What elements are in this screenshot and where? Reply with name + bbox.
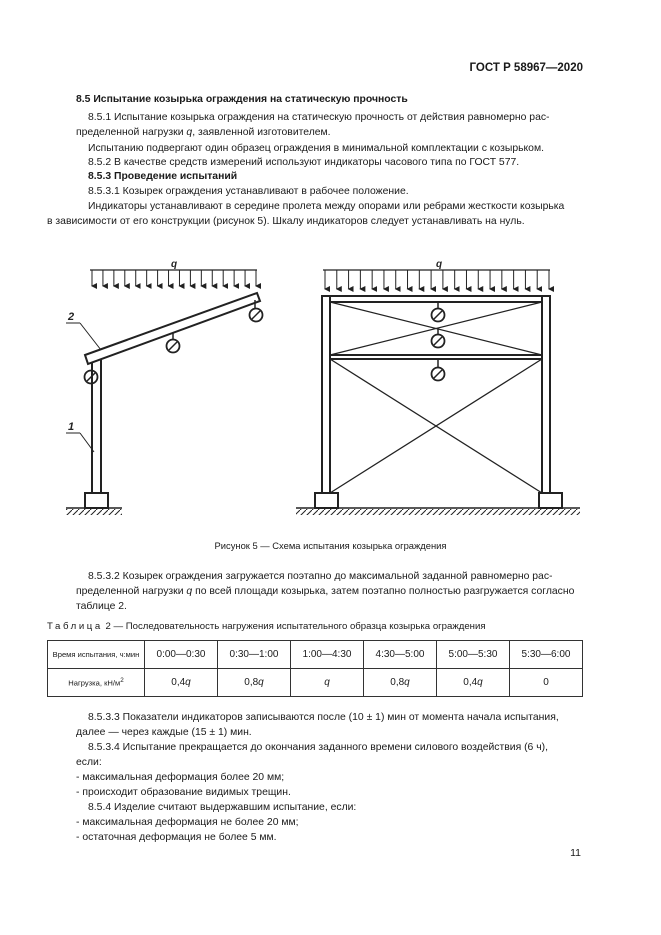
para-851-line3: Испытанию подвергают один образец ограждения в минимальной комплектации с козырьком. — [88, 143, 544, 154]
load-num: 0,8 — [244, 677, 259, 688]
para-852: 8.5.2 В качестве средств измерений используют индикаторы часового типа по ГОСТ 577. — [88, 157, 520, 168]
superscript: 2 — [120, 677, 124, 685]
load-var: q — [404, 677, 410, 688]
post-right-a — [322, 296, 330, 493]
load-cell — [291, 669, 364, 697]
ground-hatch-left — [66, 509, 122, 515]
post-base-left — [85, 493, 108, 508]
page-number: 11 — [570, 847, 581, 859]
bullet-item: - остаточная деформация не более 5 мм. — [76, 832, 277, 843]
load-arrows-right — [325, 270, 549, 289]
section-heading: 8.5 Испытание козырька ограждения на статическую прочность — [76, 94, 408, 105]
time-cell: 0:00—0:30 — [145, 641, 218, 669]
load-cell — [218, 669, 291, 697]
para-8533-line2: далее — через каждые (15 ± 1) мин. — [76, 727, 252, 738]
time-cell: 5:30—6:00 — [510, 641, 583, 669]
para-854: 8.5.4 Изделие считают выдержавшим испытание, если: — [88, 802, 357, 813]
table-caption — [47, 621, 486, 632]
text-run: , заявленной изготовителем. — [192, 127, 331, 138]
table-word: Таблица — [47, 621, 103, 632]
left-scheme — [66, 270, 263, 515]
variable-q: q — [186, 586, 193, 597]
para-8531-line3: в зависимости от его конструкции (рисунок 5). Шкалу индикаторов следует устанавливать на нуль. — [47, 216, 525, 227]
row-header-load — [48, 669, 145, 697]
time-cell: 5:00—5:30 — [437, 641, 510, 669]
load-num: 0,4 — [171, 677, 186, 688]
para-8532-line3: таблице 2. — [76, 601, 127, 612]
load-var: q — [477, 677, 483, 688]
para-8533-line1: 8.5.3.3 Показатели индикаторов записываются после (10 ± 1) мин от момента начала испытания, — [88, 712, 559, 723]
para-8532-line2 — [76, 584, 574, 599]
para-8534-line2: если: — [76, 757, 102, 768]
load-var: q — [185, 677, 191, 688]
heading-853: 8.5.3 Проведение испытаний — [88, 171, 238, 182]
load-num: 0,8 — [390, 677, 405, 688]
bullet-item: - происходит образование видимых трещин. — [76, 787, 291, 798]
table-caption-text: 2 — Последовательность нагружения испытательного образца козырька ограждения — [102, 621, 486, 632]
post-left — [92, 357, 101, 493]
load-label-left: q — [171, 259, 178, 270]
load-cell — [437, 669, 510, 697]
figure-caption: Рисунок 5 — Схема испытания козырька ограждения — [214, 540, 447, 551]
load-label-right: q — [436, 259, 443, 270]
post-right-b — [542, 296, 550, 493]
right-scheme — [296, 270, 580, 515]
load-var: q — [258, 677, 264, 688]
ground-hatch-right — [296, 509, 580, 515]
table-row — [48, 669, 583, 697]
text-run: по всей площади козырька, затем поэтапно полностью разгружается согласно — [192, 586, 575, 597]
load-cell — [510, 669, 583, 697]
para-8531: 8.5.3.1 Козырек ограждения устанавливают в рабочее положение. — [88, 186, 409, 197]
label-1: 1 — [68, 421, 75, 433]
variable-q: q — [186, 127, 193, 138]
text-run: пределенной нагрузки — [76, 586, 187, 597]
row-header-time: Время испытания, ч:мин — [48, 641, 145, 669]
time-cell: 0:30—1:00 — [218, 641, 291, 669]
time-cell: 1:00—4:30 — [291, 641, 364, 669]
table-row — [48, 641, 583, 669]
para-8534-line1: 8.5.3.4 Испытание прекращается до окончания заданного времени силового воздействия (6 ч), — [88, 742, 548, 753]
base-right-b — [539, 493, 562, 508]
bullet-item: - максимальная деформация не более 20 мм; — [76, 817, 299, 828]
top-beam — [322, 296, 550, 302]
loading-table — [47, 640, 583, 697]
load-cell — [145, 669, 218, 697]
label-2: 2 — [68, 311, 75, 323]
text-run: Нагрузка, кН/м — [68, 678, 121, 688]
load-num: 0 — [543, 677, 549, 688]
standard-code: ГОСТ Р 58967—2020 — [469, 62, 583, 74]
load-var: q — [324, 677, 330, 688]
base-right-a — [315, 493, 338, 508]
bullet-item: - максимальная деформация более 20 мм; — [76, 772, 285, 783]
para-8532-line1: 8.5.3.2 Козырек ограждения загружается поэтапно до максимальной заданной равномерно рас- — [88, 571, 553, 582]
load-num: 0,4 — [463, 677, 478, 688]
para-8531-line2: Индикаторы устанавливают в середине пролета между опорами или ребрами жесткости козырька — [88, 201, 565, 212]
load-cell — [364, 669, 437, 697]
para-851-line1: 8.5.1 Испытание козырька ограждения на статическую прочность от действия равномерно рас- — [88, 112, 550, 123]
time-cell: 4:30—5:00 — [364, 641, 437, 669]
text-run: пределенной нагрузки — [76, 127, 187, 138]
load-arrows-left — [92, 270, 256, 286]
